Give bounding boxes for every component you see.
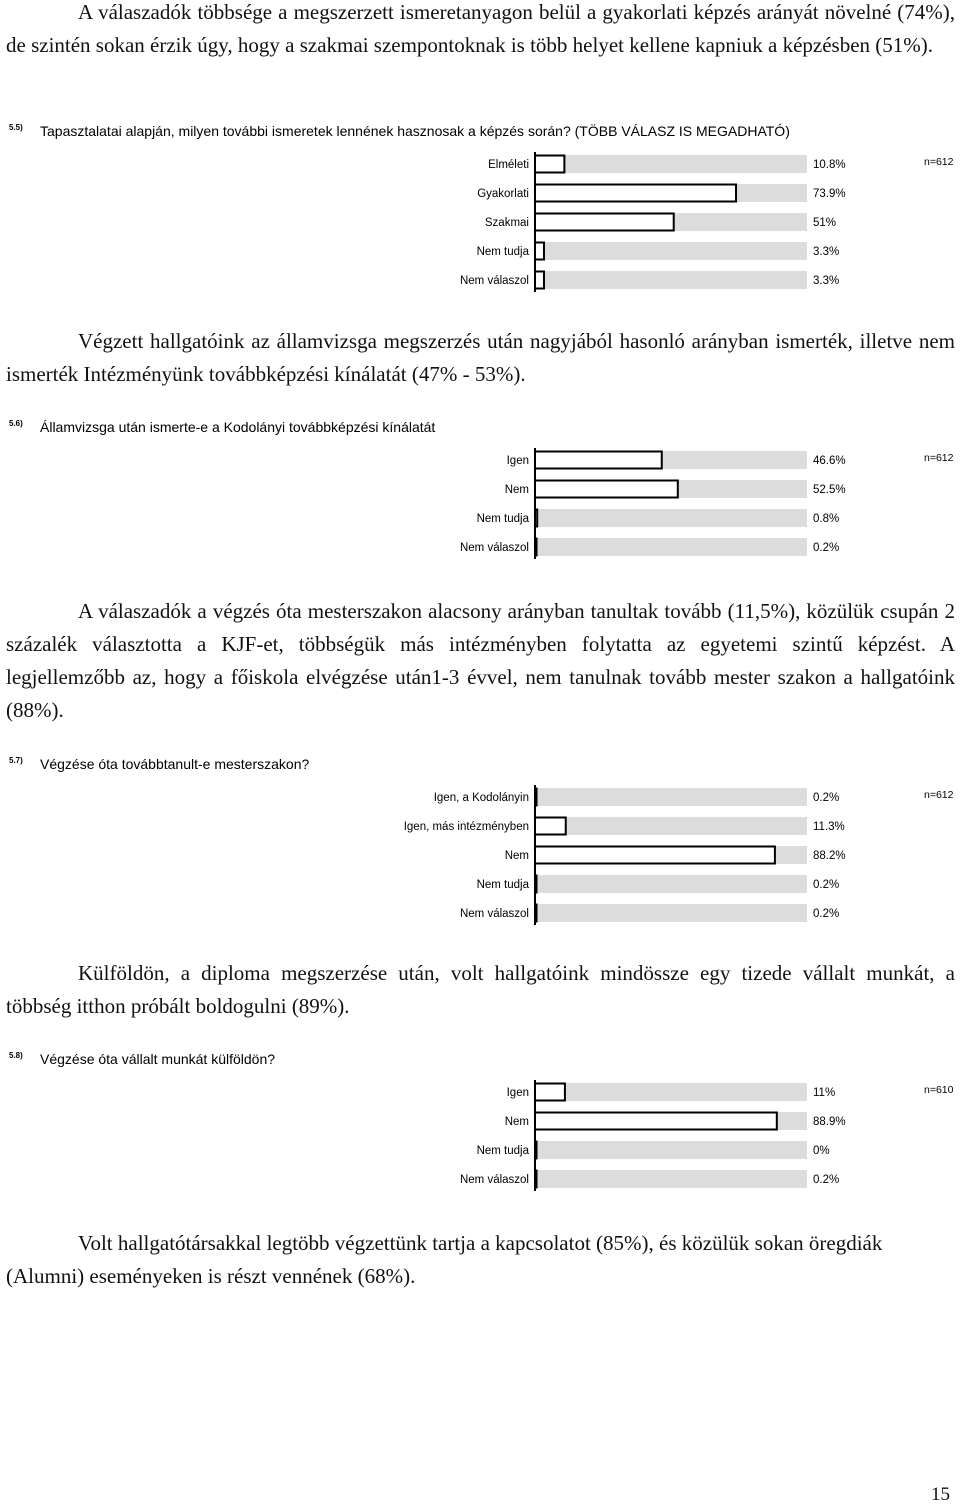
- bar: [535, 1084, 565, 1101]
- bar: [535, 272, 544, 289]
- bar: [535, 243, 544, 260]
- chart-title: Végzése óta vállalt munkát külföldön?: [40, 1051, 276, 1067]
- chart-number: 5.5): [9, 123, 23, 132]
- category-label: Igen: [506, 455, 529, 467]
- value-label: 0.2%: [813, 542, 840, 554]
- value-label: 10.8%: [813, 159, 846, 171]
- paragraph-3: [6, 595, 955, 727]
- value-label: 0.8%: [813, 513, 840, 525]
- paragraph-1: [6, 0, 955, 62]
- category-label: Gyakorlati: [477, 188, 529, 200]
- sample-size-label: n=612: [924, 452, 954, 464]
- value-label: 0.2%: [813, 1174, 840, 1186]
- paragraph-2: [6, 325, 955, 391]
- chart-number: 5.7): [9, 756, 23, 765]
- bar: [535, 481, 678, 498]
- value-label: 11.3%: [813, 821, 845, 833]
- category-label: Igen: [506, 1087, 529, 1099]
- category-label: Elméleti: [488, 159, 529, 171]
- bar-track: [535, 271, 807, 289]
- chart-5-8: [0, 1046, 960, 1346]
- value-label: 3.3%: [813, 246, 840, 258]
- value-label: 46.6%: [813, 455, 846, 467]
- bar-track: [535, 1083, 807, 1101]
- bar-track: [535, 538, 807, 556]
- chart-title: Végzése óta továbbtanult-e mesterszakon?: [40, 756, 310, 772]
- value-label: 88.2%: [813, 850, 846, 862]
- paragraph-1-text: A válaszadók többsége a megszerzett ismeretanyagon belül a gyakorlati képzés arányát növelné (74%), de szintén sokan érzik úgy, hogy a szakmai szempontoknak is több helyet kellene kapniuk a képzésben (51%).: [6, 0, 955, 57]
- bar-track: [535, 509, 807, 527]
- category-label: Nem tudja: [476, 1145, 529, 1157]
- category-label: Nem válaszol: [459, 908, 529, 920]
- bar-track: [535, 1141, 807, 1159]
- bar-track: [535, 1170, 807, 1188]
- bar: [535, 847, 775, 864]
- paragraph-4: [6, 957, 955, 1023]
- sample-size-label: n=612: [924, 156, 954, 168]
- category-label: Igen, más intézményben: [403, 821, 529, 833]
- paragraph-3-text: A válaszadók a végzés óta mesterszakon alacsony arányban tanultak tovább (11,5%), közülük csupán 2 százalék választotta a KJF-et, többségük más intézményben folytatta az egyetemi szintű képzést. A legjellemzőbb az, hogy a főiskola elvégzése után1-3 évvel, nem tanulnak tovább mester szakon a hallgatóink (88%).: [6, 599, 955, 722]
- bar-track: [535, 242, 807, 260]
- chart-number: 5.6): [9, 419, 23, 428]
- bar-track: [535, 875, 807, 893]
- paragraph-2-text: Végzett hallgatóink az államvizsga megszerzés után nagyjából hasonló arányban ismerték, illetve nem ismerték Intézményünk továbbképzési kínálatát (47% - 53%).: [6, 329, 955, 386]
- chart-number: 5.8): [9, 1051, 23, 1060]
- category-label: Nem tudja: [476, 513, 529, 525]
- bar-track: [535, 788, 807, 806]
- value-label: 3.3%: [813, 275, 840, 287]
- category-label: Igen, a Kodolányin: [433, 792, 529, 804]
- value-label: 0.2%: [813, 879, 840, 891]
- bar: [535, 818, 566, 835]
- sample-size-label: n=610: [924, 1084, 954, 1096]
- category-label: Szakmai: [484, 217, 529, 229]
- bar: [535, 214, 674, 231]
- category-label: Nem válaszol: [459, 1174, 529, 1186]
- page-number: 15: [931, 1484, 950, 1505]
- value-label: 0%: [813, 1145, 830, 1157]
- category-label: Nem tudja: [476, 879, 529, 891]
- sample-size-label: n=612: [924, 789, 954, 801]
- bar: [535, 1113, 777, 1130]
- category-label: Nem válaszol: [459, 542, 529, 554]
- value-label: 73.9%: [813, 188, 846, 200]
- category-label: Nem tudja: [476, 246, 529, 258]
- paragraph-5: [6, 1227, 955, 1293]
- value-label: 11%: [813, 1087, 836, 1099]
- paragraph-4-text: Külföldön, a diploma megszerzése után, volt hallgatóink mindössze egy tizede vállalt munkát, a többség itthon próbált boldogulni (89%).: [6, 961, 955, 1018]
- value-label: 88.9%: [813, 1116, 846, 1128]
- bar-track: [535, 817, 807, 835]
- category-label: Nem: [504, 850, 529, 862]
- bar: [535, 452, 662, 469]
- category-label: Nem: [504, 484, 529, 496]
- category-label: Nem válaszol: [459, 275, 529, 287]
- bar-track: [535, 155, 807, 173]
- chart-title: Tapasztalatai alapján, milyen további ismeretek lennének hasznosak a képzés során? (TÖBB VÁLASZ IS MEGADHATÓ): [40, 123, 790, 139]
- bar: [535, 156, 564, 173]
- category-label: Nem: [504, 1116, 529, 1128]
- value-label: 0.2%: [813, 792, 840, 804]
- value-label: 52.5%: [813, 484, 846, 496]
- bar-track: [535, 904, 807, 922]
- value-label: 51%: [813, 217, 837, 229]
- paragraph-5-text: Volt hallgatótársakkal legtöbb végzettünk tartja a kapcsolatot (85%), és közülük sokan öregdiák (Alumni) eseményeken is részt vennének (68%).: [6, 1231, 883, 1288]
- value-label: 0.2%: [813, 908, 840, 920]
- chart-title: Államvizsga után ismerte-e a Kodolányi továbbképzési kínálatát: [40, 419, 436, 435]
- bar: [535, 185, 736, 202]
